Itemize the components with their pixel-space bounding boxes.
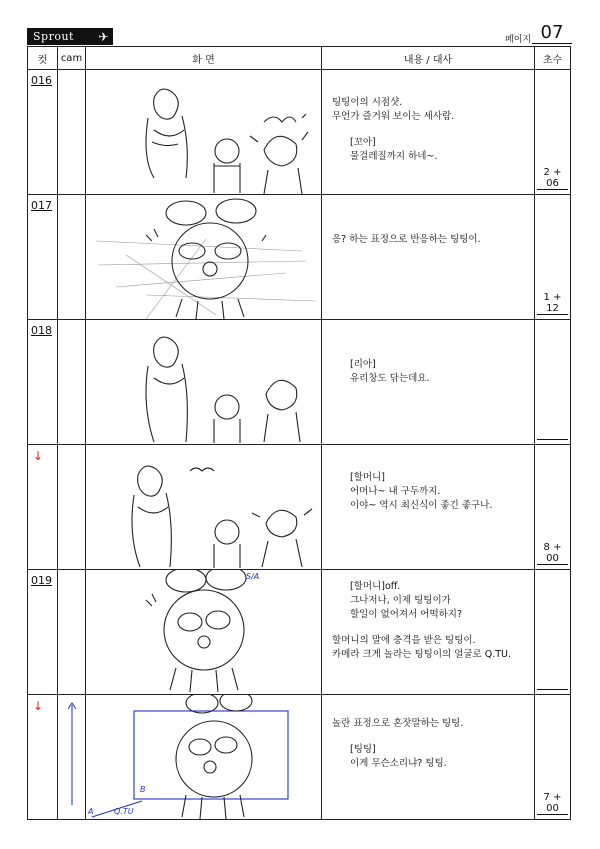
dialogue-line: 그나저나, 이제 팅팅이가 [350, 595, 451, 606]
page-label: 페이지 [505, 35, 532, 45]
cut-number: 016 [31, 74, 52, 87]
page-number: 07 [532, 22, 572, 44]
seconds-cell [535, 195, 571, 320]
dialogue-line: 할머니의 말에 충격을 받은 팅팅이. [332, 635, 476, 646]
bird-logo-icon: ✈ [98, 30, 109, 44]
header-row [28, 47, 571, 70]
dialogue-line: 무언가 즐거워 보이는 세사람. [332, 111, 455, 122]
storyboard-row [28, 570, 571, 695]
content-cell [322, 445, 535, 570]
continuation-arrow-icon: ↓ [33, 699, 44, 713]
content-cell [322, 195, 535, 320]
cut-number: 019 [31, 574, 52, 587]
dialogue-line: 유리창도 닦는데요. [350, 373, 430, 384]
content-cell [322, 695, 535, 820]
cut-cell [28, 445, 58, 570]
scene-cell [86, 695, 322, 820]
scene-cell [86, 70, 322, 195]
dialogue-line: 카메라 크게 놀라는 팅팅이의 얼굴로 Q.TU. [332, 649, 512, 660]
content-cell [322, 320, 535, 445]
duration [537, 439, 568, 440]
dialogue-line: 할일이 없어져서 어떡하지? [350, 609, 463, 620]
cam-cell [58, 70, 86, 195]
cut-number: 017 [31, 199, 52, 212]
seconds-cell [535, 320, 571, 445]
dialogue-line: 물걸레질까지 하네~. [350, 151, 438, 162]
dialogue-line: 이게 무슨소리냐? 팅팅. [350, 758, 447, 769]
cam-cell [58, 320, 86, 445]
dialogue-line: 응? 하는 표정으로 반응하는 팅팅이. [332, 234, 481, 245]
scene-cell [86, 195, 322, 320]
dialogue-line: 놀란 표정으로 혼잣말하는 팅팅. [332, 718, 464, 729]
cut-number: 018 [31, 324, 52, 337]
seconds-cell [535, 445, 571, 570]
marker-b: B [140, 785, 146, 794]
content-cell [322, 570, 535, 695]
speaker-label: [꼬아] [350, 137, 376, 148]
cut-cell [28, 320, 58, 445]
sfx-mark: S/A [246, 572, 260, 581]
speaker-label: [할머니]off. [350, 581, 401, 592]
dialogue-line: 팅팅이의 시점샷. [332, 97, 403, 108]
storyboard-row [28, 195, 571, 320]
scene-cell [86, 570, 322, 695]
sketch-tingting-closeup [86, 195, 322, 319]
scene-cell [86, 320, 322, 445]
cut-cell [28, 695, 58, 820]
seconds-cell [535, 70, 571, 195]
duration: 1 + 12 [537, 292, 568, 315]
storyboard-row [28, 445, 571, 570]
cam-cell [58, 570, 86, 695]
cam-cell [58, 445, 86, 570]
storyboard-row [28, 70, 571, 195]
scene-cell [86, 445, 322, 570]
duration [537, 689, 568, 690]
seconds-cell [535, 695, 571, 820]
sketch-tingting-shocked [86, 570, 322, 694]
sketch-three-characters [86, 445, 322, 569]
duration: 2 + 06 [537, 167, 568, 190]
col-header-seconds: 초수 [535, 47, 571, 70]
sketch-tingting-closeup-framed [86, 695, 322, 819]
cam-cell [58, 195, 86, 320]
duration: 8 + 00 [537, 542, 568, 565]
cam-cell [58, 695, 86, 820]
cut-cell [28, 570, 58, 695]
duration: 7 + 00 [537, 792, 568, 815]
marker-a: A [88, 807, 94, 816]
camera-note: Q.TU [114, 807, 134, 816]
camera-move-arrow-icon [58, 695, 86, 819]
sketch-three-characters [86, 320, 322, 444]
col-header-content: 내용 / 대사 [322, 47, 535, 70]
col-header-cut: 컷 [28, 47, 58, 70]
speaker-label: [팅팅] [350, 744, 376, 755]
storyboard-table [27, 46, 571, 820]
storyboard-row [28, 695, 571, 820]
sprout-logo: Sprout ✈ [27, 28, 113, 45]
cut-cell [28, 195, 58, 320]
sketch-three-characters [86, 70, 322, 194]
content-cell [322, 70, 535, 195]
storyboard-row [28, 320, 571, 445]
dialogue-line: 이야~ 역시 최신식이 좋긴 좋구나. [350, 500, 493, 511]
continuation-arrow-icon: ↓ [33, 449, 44, 463]
col-header-cam: cam [58, 47, 86, 70]
col-header-scene: 화 면 [86, 47, 322, 70]
seconds-cell [535, 570, 571, 695]
speaker-label: [할머니] [350, 472, 385, 483]
cut-cell [28, 70, 58, 195]
speaker-label: [리아] [350, 359, 376, 370]
dialogue-line: 어머나~ 내 구두까지. [350, 486, 441, 497]
